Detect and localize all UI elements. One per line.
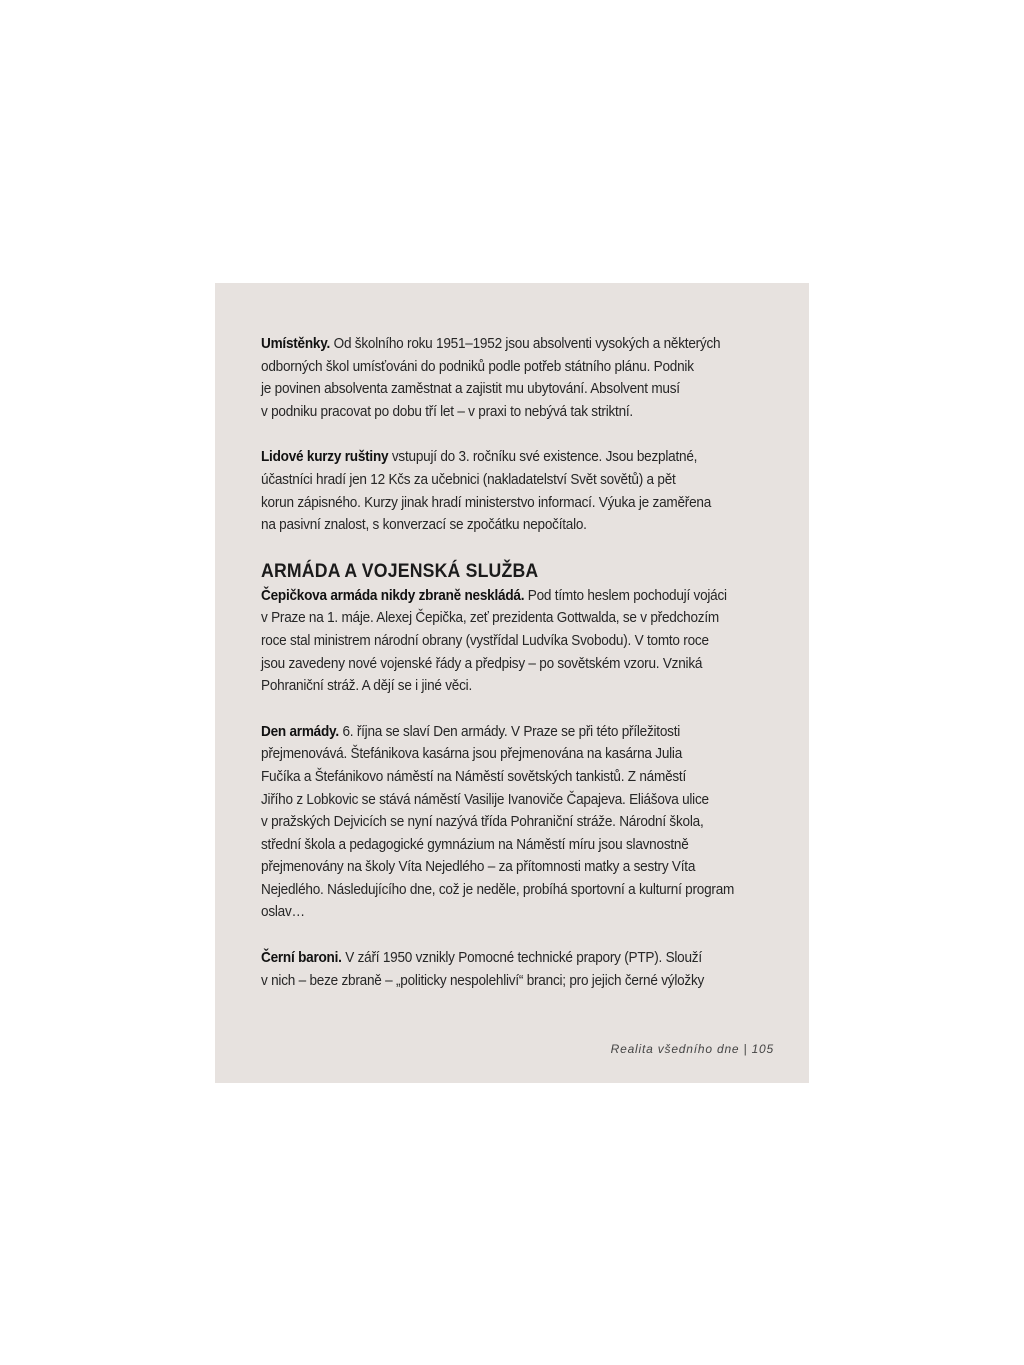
page-body [261,333,745,1015]
text-line: Umístěnky. Od školního roku 1951–1952 jsou absolventi vysokých a některých [261,336,721,352]
paragraph-lead: Umístěnky. [261,336,331,352]
text-line: Černí baroni. V září 1950 vznikly Pomocné technické prapory (PTP). Slouží [261,950,702,967]
text-line: Pohraniční stráž. A dějí se i jiné věci. [261,678,472,695]
paragraph-lead: Lidové kurzy ruštiny [261,449,389,466]
paragraph-cepickova-armada [261,585,745,698]
text-line: na pasivní znalost, s konverzací se zpočátku nepočítalo. [261,517,587,534]
paragraph-lead: Čepičkova armáda nikdy zbraně neskládá. [261,587,525,604]
text-line: oslav… [261,904,305,921]
text-line: je povinen absolventa zaměstnat a zajistit mu ubytování. Absolvent musí [261,381,680,398]
paragraph-den-armady [261,721,745,924]
text-line: střední škola a pedagogické gymnázium na Náměstí míru jsou slavnostně [261,836,689,853]
text-line: přejmenovává. Štefánikova kasárna jsou přejmenována na kasárna Julia [261,746,683,763]
text-line: Čepičkova armáda nikdy zbraně neskládá. Pod tímto heslem pochodují vojáci [261,587,727,604]
text-line: Jiřího z Lobkovic se stává náměstí Vasilije Ivanoviče Čapajeva. Eliášova ulice [261,791,709,808]
book-page [215,283,809,1083]
text-line: v Praze na 1. máje. Alexej Čepička, zeť prezidenta Gottwalda, se v předchozím [261,610,719,627]
text-line: jsou zavedeny nové vojenské řády a předpisy – po sovětském vzoru. Vzniká [261,655,703,672]
text-line: roce stal ministrem národní obrany (vystřídal Ludvíka Svobodu). V tomto roce [261,632,709,649]
paragraph-umistenky [261,333,745,423]
text-line: v podniku pracovat po dobu tří let – v praxi to nebývá tak striktní. [261,403,633,420]
text-line: přejmenovány na školy Víta Nejedlého – za přítomnosti matky a sestry Víta [261,859,696,876]
text-line: v pražských Dejvicích se nyní nazývá třída Pohraniční stráže. Národní škola, [261,814,704,831]
paragraph-lead: Den armády. [261,723,339,740]
section-heading: ARMÁDA A VOJENSKÁ SLUŽBA [261,560,539,582]
text-line: Fučíka a Štefánikovo náměstí na Náměstí sovětských tankistů. Z náměstí [261,768,687,785]
paragraph-cerni-baroni [261,947,745,992]
text-line: v nich – beze zbraně – „politicky nespolehliví“ branci; pro jejich černé výložky [261,972,705,989]
text-line: korun zápisného. Kurzy jinak hradí ministerstvo informací. Výuka je zaměřena [261,494,712,511]
text-line: Nejedlého. Následujícího dne, což je neděle, probíhá sportovní a kulturní program [261,881,735,898]
text-line: odborných škol umísťováni do podniků podle potřeb státního plánu. Podnik [261,358,694,375]
text-line: účastníci hradí jen 12 Kčs za učebnici (nakladatelství Svět sovětů) a pět [261,471,676,488]
text-line: Den armády. 6. října se slaví Den armády. V Praze se při této příležitosti [261,723,681,740]
paragraph-lead: Černí baroni. [261,950,342,967]
text-line: Lidové kurzy ruštiny vstupují do 3. ročníku své existence. Jsou bezplatné, [261,449,698,466]
paragraph-kurzy-rustiny [261,446,745,536]
page-footer-running-title: Realita všedního dne | 105 [610,1042,774,1056]
